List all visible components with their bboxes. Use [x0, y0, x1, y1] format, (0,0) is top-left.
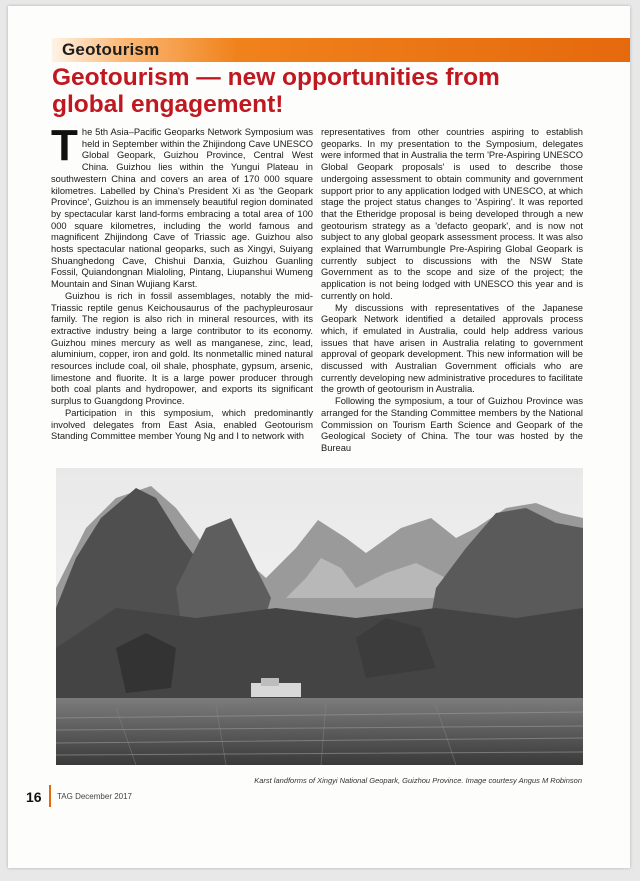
publication-info: TAG December 2017	[57, 792, 132, 801]
paragraph-text: he 5th Asia–Pacific Geoparks Network Symposium was held in September within the Zhijindong Cave UNESCO Global Geopark, Guizhou Province, Central West China. Guizhou lies within the Yungui Plateau in southwestern China and covers an area of 170 000 square kilometres. Labelled by China's President Xi as 'the Geopark Province', Guizhou is an immensely beautiful region dominated by spectacular karst land-forms embracing a total area of 100 000 square kilometres, including the world famous and magnificent Zhijindong Cave of Triassic age. Guizhou also hosts spectacular national geoparks, such as Xingyi, Suiyang Shuanghedong Cave, Chishui Danxia, Guizhou Guanling Fossil, Quiandongnan Mialoling, Pintang, Liupanshui Wumeng Mountain and Sinan Wujiang Karst.	[51, 127, 313, 290]
paragraph: Guizhou is rich in fossil assemblages, notably the mid-Triassic reptile genus Keichousaurus of the pachypleurosaur family. The region is also rich in mineral resources, with its extractive industry being a large contributor to its economy. Guizhou mines mercury as well as manganese, zinc, lead, aluminium, copper, iron and gold. Its nonmetallic mined natural resources include coal, oil shale, phosphate, gypsum, arsenic, limestone and fluorite. It is a large power producer through both coal plants and hydropower, and exports its significant surplus to Guangdong Province.	[51, 290, 313, 407]
section-label: Geotourism	[62, 40, 160, 59]
paragraph: My discussions with representatives of the Japanese Geopark Network identified a detailed approvals process which, if emulated in Australia, could help address various issues that have arisen in Australia relating to government approval of geopark development. This new information will be discussed with Australian Government officials who are currently developing new administrative procedures to facilitate the growth of geotourism in Australia.	[321, 302, 583, 395]
footer-divider	[49, 785, 51, 807]
drop-cap: T	[51, 121, 78, 170]
article-title: Geotourism — new opportunities from global engagement!	[52, 64, 500, 118]
article-right-column	[321, 127, 583, 455]
figure-caption: Karst landforms of Xingyi National Geopark, Guizhou Province. Image courtesy Angus M Robinson	[254, 776, 582, 785]
page-number: 16	[26, 789, 42, 805]
paragraph: Participation in this symposium, which predominantly involved delegates from East Asia, enabled Geotourism Standing Committee member Young Ng and I to network with	[51, 407, 313, 442]
paragraph: representatives from other countries aspiring to establish geoparks. In my presentation to the Symposium, delegates were informed that in Australia the term 'Pre-Aspiring UNESCO Global Geopark proposals' is used to describe those undergoing assessment to obtain community and government support prior to any application lodged with UNESCO, at which stage the project status changes to 'Aspiring'. It was reported that the Etheridge proposal is being developed through a new geotourism strategy as a 'defacto geopark', and is now not subject to any global geopark assessment process. It was also explained that Warrumbungle Pre-Aspiring Global Geopark is currently subject to discussions with the NSW State Government as to the scope and size of the project; the application is not being lodged with UNESCO this year and is currently on hold.	[321, 127, 583, 301]
karst-landscape-photo	[56, 468, 583, 765]
paragraph: Following the symposium, a tour of Guizhou Province was arranged for the Standing Committee members by the National Commission on Tourism Earth Science and Geopark of the Geological Society of China. The tour was hosted by the Bureau	[321, 396, 583, 453]
karst-landscape-illustration	[56, 468, 583, 765]
paragraph	[51, 121, 313, 291]
article-left-column	[51, 121, 313, 443]
